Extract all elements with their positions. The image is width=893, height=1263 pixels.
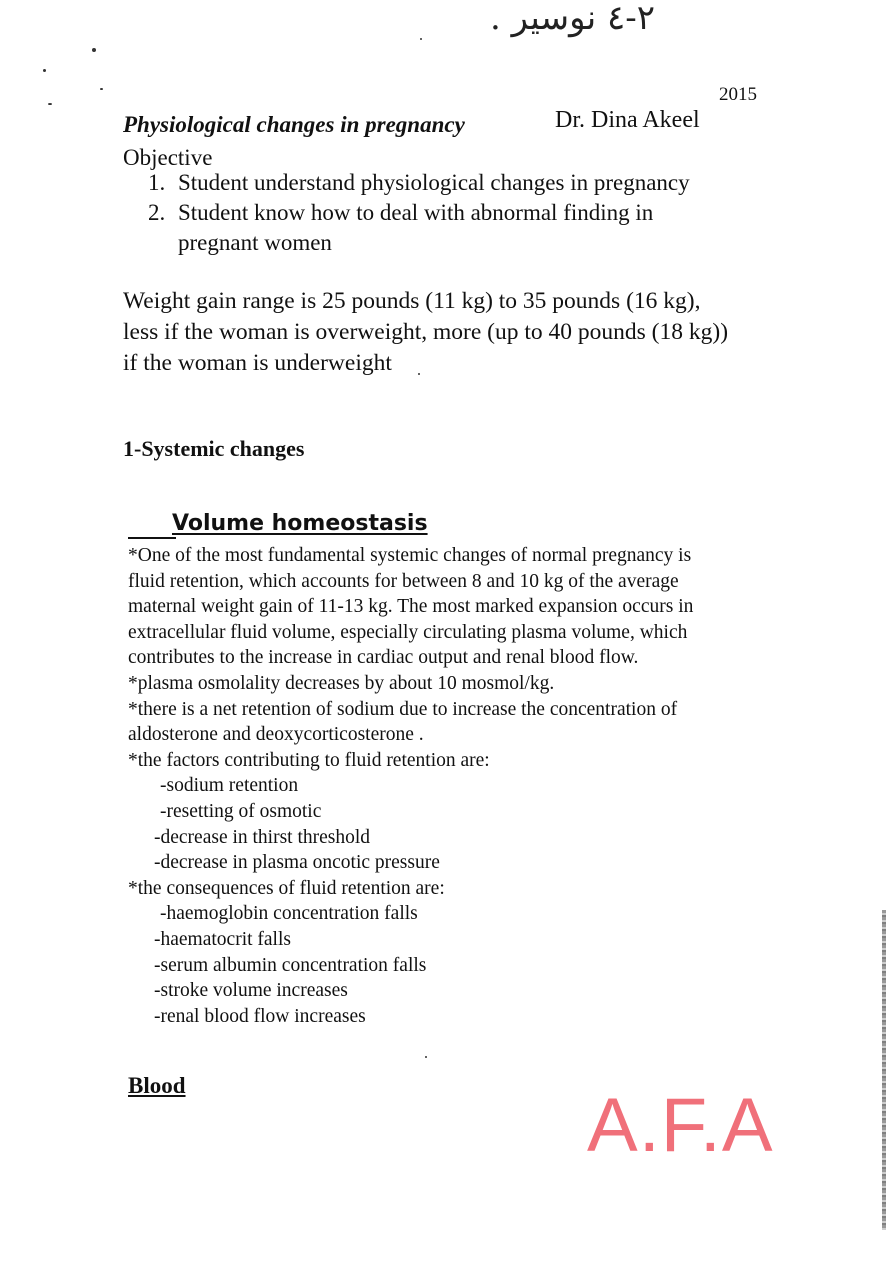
afa-stamp: A.F.A: [587, 1083, 774, 1168]
body-line: -sodium retention: [160, 775, 299, 797]
body-line: -renal blood flow increases: [154, 1005, 366, 1027]
body-line: -stroke volume increases: [154, 980, 348, 1002]
objective-item-number: 2.: [148, 200, 166, 225]
volume-homeostasis-body: [128, 543, 768, 1029]
body-line: *plasma osmolality decreases by about 10 mosmol/kg.: [128, 672, 555, 694]
year: 2015: [719, 84, 757, 105]
section-subheading-volume: Volume homeostasis: [172, 511, 428, 536]
objective-item: [148, 168, 788, 198]
objective-item-number: 1.: [148, 170, 166, 195]
weight-line: Weight gain range is 25 pounds (11 kg) to 35 pounds (16 kg),: [123, 288, 701, 314]
body-line: -resetting of osmotic: [160, 800, 322, 822]
weight-paragraph: [123, 286, 783, 379]
scan-speck: [43, 69, 46, 72]
body-line: *there is a net retention of sodium due to increase the concentration of: [128, 698, 678, 720]
body-line: contributes to the increase in cardiac output and renal blood flow.: [128, 647, 639, 669]
scan-speck: [425, 1056, 427, 1058]
body-line: -decrease in plasma oncotic pressure: [154, 852, 440, 874]
body-line: maternal weight gain of 11-13 kg. The most marked expansion occurs in: [128, 596, 694, 618]
section-heading-systemic: 1-Systemic changes: [123, 436, 305, 461]
body-line: *the consequences of fluid retention are:: [128, 877, 445, 899]
body-line: fluid retention, which accounts for between 8 and 10 kg of the average: [128, 570, 679, 592]
body-line: -serum albumin concentration falls: [154, 954, 427, 976]
author: Dr. Dina Akeel: [555, 107, 700, 133]
body-line: -decrease in thirst threshold: [154, 826, 371, 848]
handwritten-note: ٢-٤ نوسير .: [490, 0, 655, 38]
body-line: extracellular fluid volume, especially circulating plasma volume, which: [128, 621, 688, 643]
body-line: -haemoglobin concentration falls: [160, 903, 418, 925]
body-line: *the factors contributing to fluid retention are:: [128, 749, 490, 771]
scan-speck: [100, 88, 103, 90]
weight-line: less if the woman is overweight, more (up to 40 pounds (18 kg)): [123, 319, 729, 345]
scan-speck: [92, 48, 96, 52]
objective-item-text: Student know how to deal with abnormal finding in pregnant women: [178, 200, 654, 255]
scan-speck: [48, 103, 52, 105]
objective-item-text: Student understand physiological changes in pregnancy: [178, 170, 690, 195]
scan-page-edge: [882, 910, 886, 1230]
body-line: -haematocrit falls: [154, 928, 291, 950]
heading-underline-lead: [128, 537, 176, 539]
weight-line: if the woman is underweight: [123, 350, 392, 376]
objective-label: Objective: [123, 145, 213, 170]
objective-list: [148, 168, 788, 258]
body-line: aldosterone and deoxycorticosterone .: [128, 724, 424, 746]
objective-item: [148, 198, 788, 258]
section-heading-blood: Blood: [128, 1073, 186, 1098]
scan-speck: [420, 38, 422, 40]
body-line: *One of the most fundamental systemic changes of normal pregnancy is: [128, 545, 692, 566]
document-title: Physiological changes in pregnancy: [123, 112, 465, 137]
